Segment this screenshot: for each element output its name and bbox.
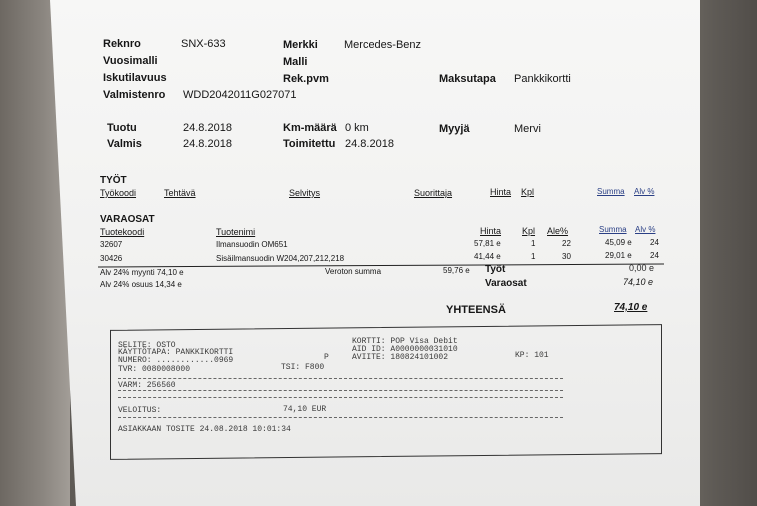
row-sum: 29,01 e	[605, 251, 632, 260]
receipt-selite: SELITE: OSTO	[118, 341, 176, 350]
row-name: Sisäilmansuodin W204,207,212,218	[216, 254, 345, 263]
tuotu-label: Tuotu	[107, 122, 137, 134]
row-discount: 30	[562, 252, 571, 261]
tyot-col-tehtava: Tehtävä	[164, 188, 196, 198]
valmistenro-label: Valmistenro	[103, 89, 166, 101]
receipt-kortti: KORTTI: POP Visa Debit	[352, 337, 458, 346]
yhteensa-label: YHTEENSÄ	[446, 304, 506, 316]
receipt-kp: KP: 101	[515, 351, 549, 360]
varaosat-col-hinta: Hinta	[480, 226, 502, 236]
varaosat-col-ale: Ale%	[547, 226, 569, 236]
tyot-total-value: 0,00 e	[629, 263, 655, 273]
tyot-col-alv: Alv %	[634, 187, 655, 196]
varaosat-title: VARAOSAT	[100, 214, 155, 225]
receipt-aid: AID ID: A0000000031010	[352, 345, 458, 354]
merkki-label: Merkki	[283, 39, 318, 51]
kmmaara-label: Km-määrä	[283, 122, 337, 134]
kmmaara-value: 0 km	[345, 122, 369, 134]
valmis-value: 24.8.2018	[183, 138, 232, 150]
veroton-label: Veroton summa	[325, 267, 382, 276]
row-code: 30426	[100, 254, 123, 263]
yhteensa-value: 74,10 e	[614, 302, 648, 313]
rekpvm-label: Rek.pvm	[283, 73, 329, 85]
veroton-value: 59,76 e	[443, 266, 470, 275]
valmis-label: Valmis	[107, 138, 142, 150]
tyot-col-hinta: Hinta	[490, 187, 512, 197]
varaosat-col-alv: Alv %	[635, 225, 656, 234]
valmistenro-value: WDD2042011G027071	[183, 89, 297, 101]
tyot-col-tyokoodi: Työkoodi	[100, 188, 137, 198]
receipt-numero: NUMERO: ............0969	[118, 356, 234, 365]
varaosat-col-kpl: Kpl	[522, 226, 536, 236]
row-name: Ilmansuodin OM651	[216, 240, 288, 249]
receipt-tsi: TSI: F800	[281, 363, 325, 372]
varaosat-col-tuotekoodi: Tuotekoodi	[100, 227, 145, 237]
receipt-tosite: ASIAKKAAN TOSITE 24.08.2018 10:01:34	[118, 425, 291, 434]
merkki-value: Mercedes-Benz	[344, 39, 422, 51]
receipt-numero-p: P	[324, 353, 329, 362]
alv-osuus: Alv 24% osuus 14,34 e	[100, 280, 182, 289]
receipt-veloitus-label: VELOITUS:	[118, 406, 162, 415]
iskutilavuus-label: Iskutilavuus	[103, 72, 167, 84]
tyot-col-kpl: Kpl	[521, 187, 535, 197]
myyja-label: Myyjä	[439, 123, 470, 135]
varaosat-col-summa: Summa	[599, 225, 627, 234]
row-price: 57,81 e	[474, 239, 501, 248]
row-discount: 22	[562, 239, 571, 248]
receipt-varm: VARM: 256560	[118, 381, 176, 390]
varaosat-col-tuotenimi: Tuotenimi	[216, 227, 256, 237]
row-vat: 24	[650, 251, 659, 260]
alv-myynti: Alv 24% myynti 74,10 e	[100, 268, 184, 277]
malli-label: Malli	[283, 56, 308, 68]
row-qty: 1	[531, 239, 536, 248]
reknro-value: SNX-633	[181, 38, 226, 50]
tyot-col-suorittaja: Suorittaja	[414, 188, 453, 198]
tyot-col-summa: Summa	[597, 187, 625, 196]
row-qty: 1	[531, 252, 536, 261]
receipt-arkisto: AVIITE: 180824101002	[352, 353, 449, 362]
tyot-title: TYÖT	[100, 175, 127, 186]
tyot-col-selvitys: Selvitys	[289, 188, 321, 198]
varaosat-total-label: Varaosat	[485, 278, 527, 289]
myyja-value: Mervi	[514, 123, 541, 135]
maksutapa-value: Pankkikortti	[514, 73, 571, 85]
row-sum: 45,09 e	[605, 238, 632, 247]
row-code: 32607	[100, 240, 123, 249]
tyot-total-label: Työt	[485, 264, 506, 275]
receipt-kayttotapa: KÄYTTÖTAPA: PANKKIKORTTI	[118, 348, 234, 357]
toimitettu-value: 24.8.2018	[345, 138, 394, 150]
varaosat-total-value: 74,10 e	[623, 277, 654, 287]
receipt-veloitus-value: 74,10 EUR	[283, 405, 327, 414]
receipt-divider	[118, 397, 563, 398]
receipt-divider	[118, 378, 563, 379]
receipt-divider	[118, 390, 563, 391]
receipt-tvr: TVR: 0080008000	[118, 365, 191, 374]
row-vat: 24	[650, 238, 659, 247]
reknro-label: Reknro	[103, 38, 141, 50]
receipt-divider	[118, 417, 563, 418]
vuosimalli-label: Vuosimalli	[103, 55, 158, 67]
row-price: 41,44 e	[474, 252, 501, 261]
toimitettu-label: Toimitettu	[283, 138, 336, 150]
maksutapa-label: Maksutapa	[439, 73, 496, 85]
tuotu-value: 24.8.2018	[183, 122, 232, 134]
